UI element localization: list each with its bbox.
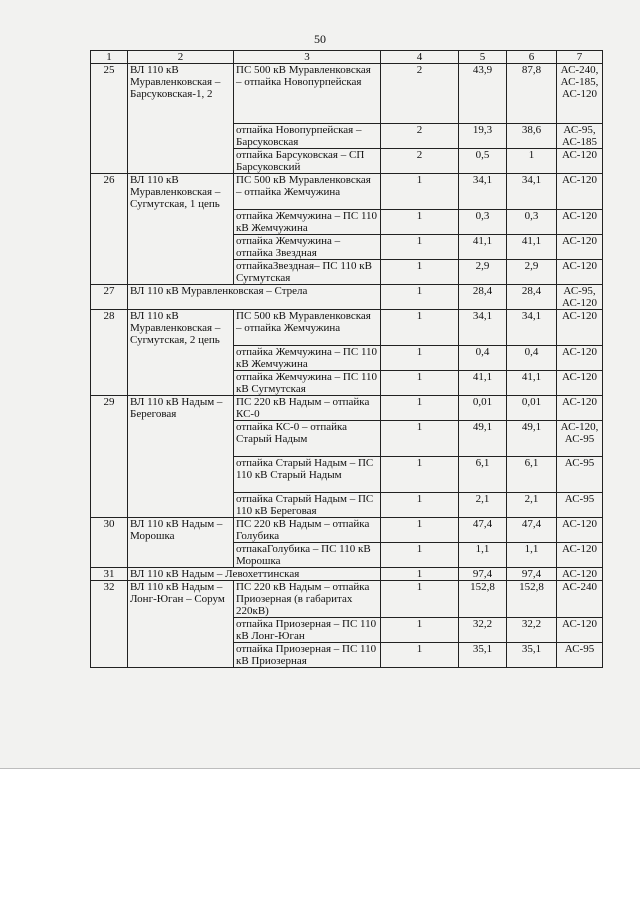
wire-type: АС-95, АС-120	[557, 285, 603, 310]
circuit-count: 1	[381, 543, 459, 568]
section-name: ПС 500 кВ Муравленковская – отпайка Новопурпейская	[234, 64, 381, 124]
section-name: отпайка Приозерная – ПС 110 кВ Лонг-Юган	[234, 618, 381, 643]
section-name: отпайка Жемчужина – ПС 110 кВ Жемчужина	[234, 210, 381, 235]
section-name: отпайка Приозерная – ПС 110 кВ Приозерная	[234, 643, 381, 668]
wire-type: АС-95	[557, 643, 603, 668]
circuit-count: 1	[381, 235, 459, 260]
circuit-count: 1	[381, 346, 459, 371]
table-row	[91, 285, 603, 310]
wire-type: АС-120	[557, 371, 603, 396]
header-cell-3: 3	[234, 51, 381, 64]
total-length: 41,1	[507, 371, 557, 396]
circuit-count: 1	[381, 174, 459, 210]
total-length: 41,1	[507, 235, 557, 260]
wire-type: АС-120	[557, 396, 603, 421]
length-value: 32,2	[459, 618, 507, 643]
circuit-count: 1	[381, 581, 459, 618]
line-name: ВЛ 110 кВ Надым – Береговая	[128, 396, 234, 518]
total-length: 28,4	[507, 285, 557, 310]
length-value: 43,9	[459, 64, 507, 124]
circuit-count: 2	[381, 149, 459, 174]
total-length: 0,01	[507, 396, 557, 421]
circuit-count: 1	[381, 618, 459, 643]
wire-type: АС-95	[557, 493, 603, 518]
length-value: 19,3	[459, 124, 507, 149]
table-row	[91, 518, 603, 543]
line-name: ВЛ 110 кВ Муравленковская – Сугмутская, 2 цепь	[128, 310, 234, 396]
total-length: 34,1	[507, 310, 557, 346]
length-value: 0,4	[459, 346, 507, 371]
table-row	[91, 581, 603, 618]
length-value: 2,1	[459, 493, 507, 518]
wire-type: АС-120	[557, 543, 603, 568]
total-length: 49,1	[507, 421, 557, 457]
total-length: 0,4	[507, 346, 557, 371]
header-cell-7: 7	[557, 51, 603, 64]
circuit-count: 1	[381, 285, 459, 310]
line-name: ВЛ 110 кВ Надым – Лонг-Юган – Сорум	[128, 581, 234, 668]
section-name: отпайка Новопурпейская – Барсуковская	[234, 124, 381, 149]
length-value: 1,1	[459, 543, 507, 568]
wire-type: АС-240	[557, 581, 603, 618]
circuit-count: 1	[381, 260, 459, 285]
table-row	[91, 396, 603, 421]
circuit-count: 1	[381, 643, 459, 668]
wire-type: АС-120	[557, 235, 603, 260]
length-value: 34,1	[459, 174, 507, 210]
length-value: 49,1	[459, 421, 507, 457]
line-name: ВЛ 110 кВ Муравленковская – Сугмутская, 1 цепь	[128, 174, 234, 285]
length-value: 47,4	[459, 518, 507, 543]
row-number: 27	[91, 285, 128, 310]
section-name: ПС 220 кВ Надым – отпайка КС-0	[234, 396, 381, 421]
circuit-count: 2	[381, 64, 459, 124]
line-name: ВЛ 110 кВ Надым – Левохеттинская	[128, 568, 381, 581]
section-name: ПС 500 кВ Муравленковская – отпайка Жемчужина	[234, 310, 381, 346]
wire-type: АС-120	[557, 518, 603, 543]
table-row	[91, 568, 603, 581]
row-number: 26	[91, 174, 128, 285]
wire-type: АС-95, АС-185	[557, 124, 603, 149]
row-number: 32	[91, 581, 128, 668]
wire-type: АС-120	[557, 174, 603, 210]
circuit-count: 1	[381, 310, 459, 346]
wire-type: АС-120	[557, 346, 603, 371]
circuit-count: 1	[381, 371, 459, 396]
length-value: 41,1	[459, 371, 507, 396]
table-row	[91, 174, 603, 210]
total-length: 1	[507, 149, 557, 174]
wire-type: АС-120	[557, 149, 603, 174]
length-value: 41,1	[459, 235, 507, 260]
length-value: 0,01	[459, 396, 507, 421]
wire-type: АС-120	[557, 210, 603, 235]
section-name: отпайка КС-0 – отпайка Старый Надым	[234, 421, 381, 457]
circuit-count: 1	[381, 518, 459, 543]
row-number: 25	[91, 64, 128, 174]
row-number: 28	[91, 310, 128, 396]
table-body	[91, 64, 603, 668]
line-name: ВЛ 110 кВ Муравленковская –Барсуковская-1, 2	[128, 64, 234, 174]
section-name: отпайка Жемчужина – отпайка Звездная	[234, 235, 381, 260]
length-value: 2,9	[459, 260, 507, 285]
wire-type: АС-95	[557, 457, 603, 493]
section-name: отпайка Жемчужина – ПС 110 кВ Сугмутская	[234, 371, 381, 396]
circuit-count: 1	[381, 457, 459, 493]
section-name: отпайкаЗвездная– ПС 110 кВ Сугмутская	[234, 260, 381, 285]
table-row	[91, 310, 603, 346]
circuit-count: 1	[381, 396, 459, 421]
total-length: 47,4	[507, 518, 557, 543]
length-value: 28,4	[459, 285, 507, 310]
wire-type: АС-120, АС-95	[557, 421, 603, 457]
wire-type: АС-120	[557, 310, 603, 346]
section-name: отпайка Жемчужина – ПС 110 кВ Жемчужина	[234, 346, 381, 371]
wire-type: АС-240, АС-185, АС-120	[557, 64, 603, 124]
header-cell-2: 2	[128, 51, 234, 64]
total-length: 152,8	[507, 581, 557, 618]
length-value: 97,4	[459, 568, 507, 581]
length-value: 6,1	[459, 457, 507, 493]
total-length: 35,1	[507, 643, 557, 668]
row-number: 30	[91, 518, 128, 568]
header-row	[91, 51, 603, 64]
total-length: 32,2	[507, 618, 557, 643]
row-number: 31	[91, 568, 128, 581]
power-lines-table	[90, 50, 603, 668]
header-cell-4: 4	[381, 51, 459, 64]
table-row	[91, 64, 603, 124]
total-length: 87,8	[507, 64, 557, 124]
circuit-count: 1	[381, 210, 459, 235]
wire-type: АС-120	[557, 260, 603, 285]
circuit-count: 1	[381, 421, 459, 457]
circuit-count: 1	[381, 568, 459, 581]
length-value: 152,8	[459, 581, 507, 618]
circuit-count: 2	[381, 124, 459, 149]
line-name: ВЛ 110 кВ Муравленковская – Стрела	[128, 285, 381, 310]
header-cell-6: 6	[507, 51, 557, 64]
total-length: 0,3	[507, 210, 557, 235]
section-name: ПС 220 кВ Надым – отпайка Приозерная (в габаритах 220кВ)	[234, 581, 381, 618]
table-wrapper	[90, 50, 602, 668]
section-name: отпайка Старый Надым – ПС 110 кВ Старый Надым	[234, 457, 381, 493]
total-length: 34,1	[507, 174, 557, 210]
length-value: 0,5	[459, 149, 507, 174]
total-length: 97,4	[507, 568, 557, 581]
header-cell-5: 5	[459, 51, 507, 64]
total-length: 1,1	[507, 543, 557, 568]
total-length: 2,1	[507, 493, 557, 518]
header-cell-1: 1	[91, 51, 128, 64]
length-value: 35,1	[459, 643, 507, 668]
length-value: 0,3	[459, 210, 507, 235]
total-length: 6,1	[507, 457, 557, 493]
wire-type: АС-120	[557, 618, 603, 643]
total-length: 38,6	[507, 124, 557, 149]
total-length: 2,9	[507, 260, 557, 285]
wire-type: АС-120	[557, 568, 603, 581]
section-name: ПС 500 кВ Муравленковская – отпайка Жемчужина	[234, 174, 381, 210]
circuit-count: 1	[381, 493, 459, 518]
section-name: ПС 220 кВ Надым – отпайка Голубика	[234, 518, 381, 543]
page-number: 50	[314, 32, 326, 46]
section-name: отпайка Старый Надым – ПС 110 кВ Береговая	[234, 493, 381, 518]
length-value: 34,1	[459, 310, 507, 346]
line-name: ВЛ 110 кВ Надым – Морошка	[128, 518, 234, 568]
section-name: отпайка Барсуковская – СП Барсуковский	[234, 149, 381, 174]
row-number: 29	[91, 396, 128, 518]
section-name: отпакаГолубика – ПС 110 кВ Морошка	[234, 543, 381, 568]
